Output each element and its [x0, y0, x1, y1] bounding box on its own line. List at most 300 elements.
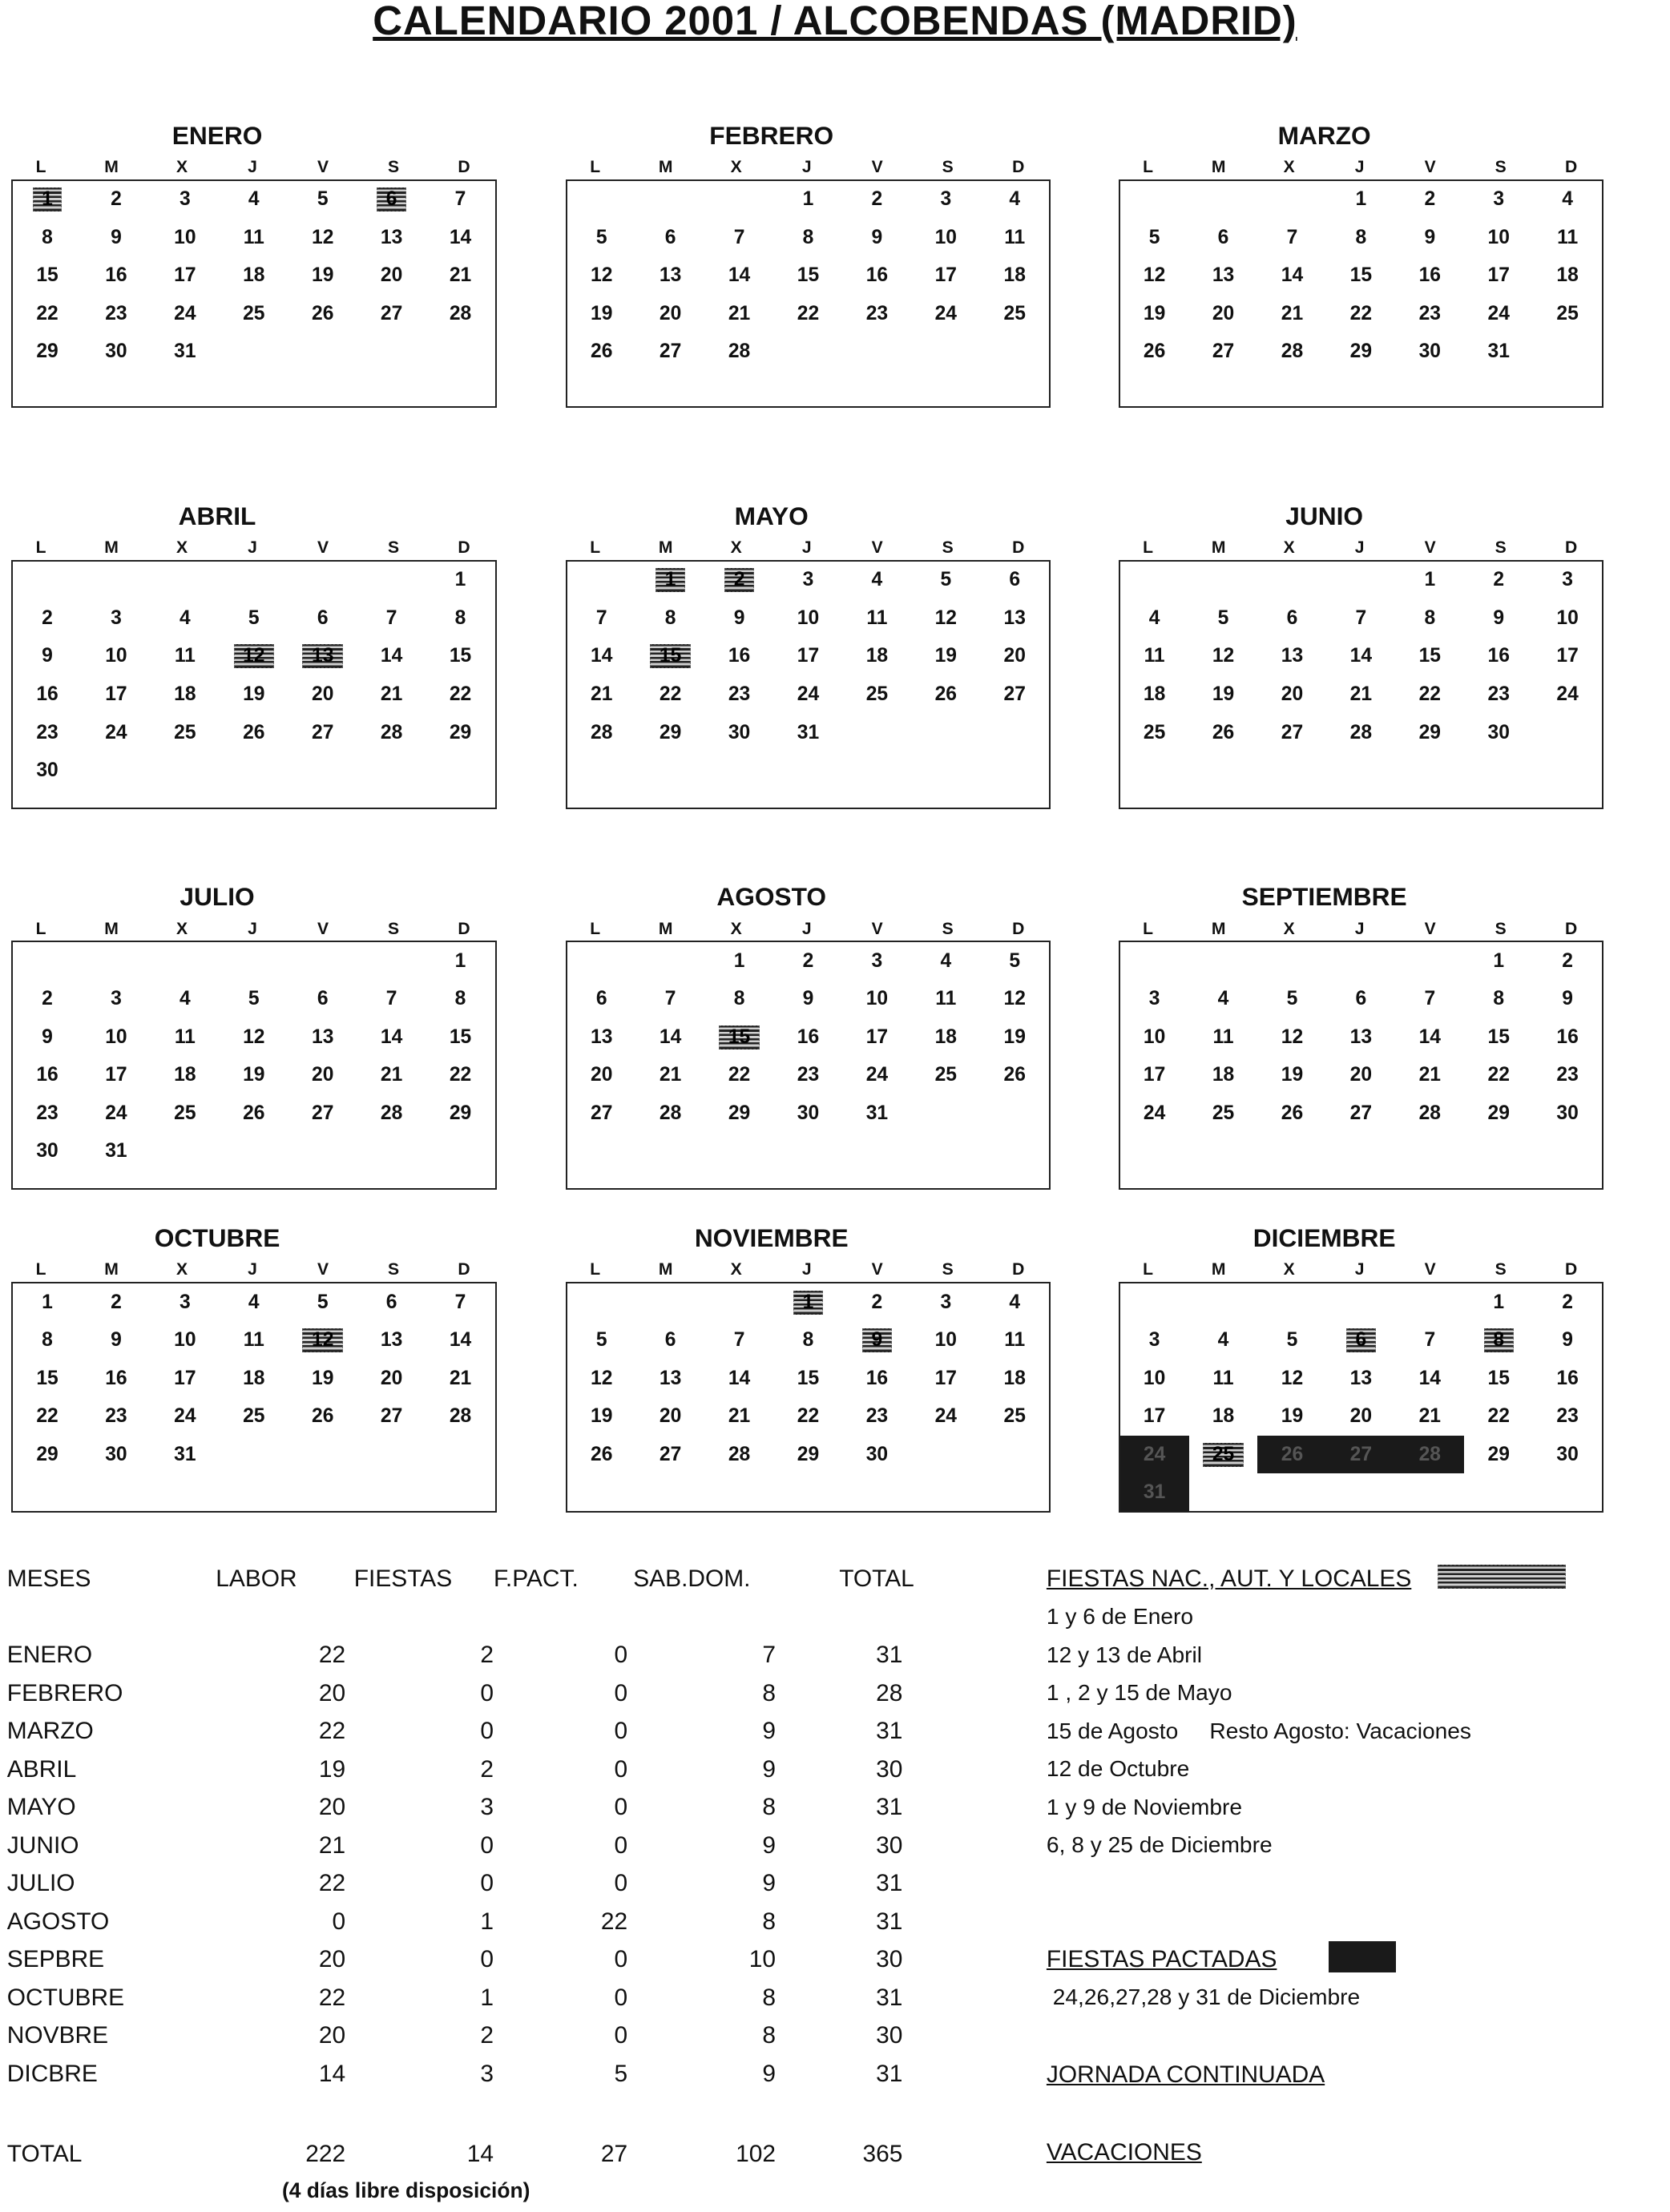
day-cell — [82, 257, 151, 296]
day-number: 11 — [174, 1025, 196, 1048]
day-cell — [774, 638, 843, 676]
day-cell — [1326, 219, 1395, 257]
month-box — [566, 179, 1051, 408]
weekday-label: S — [1495, 538, 1507, 558]
day-number: 5 — [248, 988, 260, 1010]
cell-fpact: 0 — [614, 2022, 628, 2049]
day-cell — [357, 1056, 426, 1094]
day-number: 16 — [1556, 1367, 1579, 1389]
day-number: 20 — [380, 264, 403, 287]
weekday-label: L — [35, 919, 46, 938]
cell-labor: 22 — [318, 1642, 346, 1669]
day-number: 17 — [1487, 264, 1510, 287]
weekday-label: M — [104, 158, 119, 177]
day-number: 9 — [111, 1329, 122, 1352]
day-cell — [705, 295, 774, 333]
day-cell — [220, 295, 288, 333]
day-cell — [980, 1018, 1049, 1057]
day-cell — [1464, 638, 1533, 676]
day-cell — [636, 1094, 705, 1133]
month-box — [11, 1282, 496, 1513]
day-cell — [1464, 980, 1533, 1018]
day-cell — [842, 1094, 911, 1133]
day-cell — [357, 1018, 426, 1057]
month-name: JUNIO — [1285, 501, 1364, 530]
weekday-label: D — [1012, 158, 1025, 177]
day-number: 27 — [659, 340, 682, 363]
day-cell — [842, 257, 911, 296]
day-number: 13 — [302, 644, 342, 668]
empty-day-cell — [13, 942, 82, 981]
day-cell — [1395, 295, 1464, 333]
day-cell — [151, 295, 220, 333]
cell-fiestas: 0 — [480, 1870, 494, 1897]
day-number: 9 — [1562, 988, 1573, 1010]
weekday-label: J — [248, 538, 257, 558]
empty-day-cell — [220, 942, 288, 981]
day-cell — [1395, 1018, 1464, 1057]
fiesta-day-cell — [1464, 1321, 1533, 1360]
empty-day-cell — [705, 181, 774, 220]
day-cell — [1464, 1018, 1533, 1057]
fiesta-day-cell — [13, 181, 82, 220]
weekday-label: X — [730, 919, 742, 938]
day-number: 13 — [659, 264, 682, 287]
day-number: 24 — [105, 721, 127, 743]
day-number: 14 — [380, 1025, 403, 1048]
day-number: 1 — [802, 188, 814, 211]
day-cell — [288, 1094, 357, 1133]
month-box — [1119, 560, 1603, 810]
weekday-label: V — [1424, 919, 1436, 938]
day-number: 8 — [454, 606, 466, 629]
day-cell — [636, 1321, 705, 1360]
cell-sabdom: 9 — [762, 1718, 776, 1745]
day-cell — [774, 675, 843, 714]
day-cell — [357, 714, 426, 752]
day-number: 4 — [248, 188, 260, 211]
day-cell — [911, 1360, 980, 1398]
day-cell — [1120, 1360, 1189, 1398]
day-number: 7 — [1424, 988, 1436, 1010]
day-number: 24 — [934, 1405, 957, 1428]
day-number: 6 — [1355, 988, 1367, 1010]
day-number: 27 — [380, 1405, 403, 1428]
day-cell — [13, 295, 82, 333]
legend-fiestas — [1047, 1560, 1667, 1864]
day-number: 12 — [1281, 1367, 1304, 1389]
day-number: 27 — [659, 1443, 682, 1465]
day-cell — [567, 1436, 636, 1474]
day-cell — [567, 980, 636, 1018]
day-cell — [774, 1094, 843, 1133]
day-number: 9 — [42, 645, 53, 667]
day-number: 15 — [650, 644, 690, 668]
weekday-header — [560, 1260, 1054, 1280]
day-cell — [288, 219, 357, 257]
day-cell — [1464, 1094, 1533, 1133]
table-row — [7, 1905, 966, 1939]
day-cell — [1189, 1094, 1258, 1133]
day-cell — [1464, 1360, 1533, 1398]
cell-fpact: 0 — [614, 1755, 628, 1783]
day-number: 28 — [449, 302, 472, 324]
day-number: 9 — [733, 606, 745, 629]
day-number: 20 — [1349, 1405, 1373, 1428]
pactada-day-cell — [1120, 1473, 1189, 1512]
weekday-label: X — [730, 158, 742, 177]
weekday-label: V — [317, 919, 329, 938]
table-row — [7, 1829, 966, 1863]
day-number: 2 — [1493, 569, 1505, 591]
empty-day-cell — [220, 562, 288, 600]
cell-month: FEBRERO — [6, 1679, 123, 1706]
day-number: 23 — [1556, 1405, 1579, 1428]
day-number: 5 — [595, 226, 607, 248]
day-cell — [1326, 714, 1395, 752]
day-number: 11 — [243, 226, 264, 248]
day-number: 26 — [1143, 340, 1166, 363]
day-cell — [980, 675, 1049, 714]
day-number: 30 — [1556, 1102, 1579, 1124]
day-cell — [1189, 714, 1258, 752]
day-cell — [1533, 675, 1602, 714]
cell-fiestas: 0 — [480, 1679, 494, 1706]
day-number: 27 — [312, 1102, 334, 1124]
weekday-label: V — [871, 538, 883, 558]
day-number: 29 — [1487, 1102, 1510, 1124]
month-name: AGOSTO — [716, 882, 827, 911]
empty-day-cell — [567, 942, 636, 981]
cell-fpact: 0 — [614, 1831, 628, 1859]
day-cell — [1464, 257, 1533, 296]
day-number: 21 — [1349, 683, 1373, 705]
day-number: 11 — [243, 1329, 264, 1352]
day-number: 17 — [105, 683, 127, 705]
day-number: 22 — [36, 1405, 58, 1428]
day-number: 7 — [385, 988, 397, 1010]
day-cell — [151, 1094, 220, 1133]
day-cell — [1120, 295, 1189, 333]
weekday-label: L — [1143, 1260, 1154, 1279]
day-number: 26 — [1003, 1064, 1026, 1086]
day-number: 4 — [1148, 606, 1160, 629]
day-number: 23 — [1556, 1064, 1579, 1086]
day-number: 7 — [385, 606, 397, 629]
day-cell — [151, 333, 220, 372]
legend-pactadas — [1047, 1940, 1667, 2017]
day-cell — [220, 1094, 288, 1133]
day-number: 12 — [302, 1328, 342, 1352]
day-number: 29 — [1349, 340, 1373, 363]
day-cell — [1326, 1056, 1395, 1094]
weekday-label: D — [1012, 1260, 1025, 1279]
day-cell — [13, 257, 82, 296]
day-number: 29 — [797, 1443, 820, 1465]
day-cell — [980, 1321, 1049, 1360]
day-number: 9 — [802, 988, 814, 1010]
day-number: 12 — [934, 606, 957, 629]
day-cell — [151, 1056, 220, 1094]
fiesta-item: 12 de Octubre — [1046, 1756, 1190, 1782]
day-cell — [357, 599, 426, 638]
day-cell — [842, 1056, 911, 1094]
day-cell — [1120, 219, 1189, 257]
day-grid — [13, 181, 494, 372]
table-row — [7, 1981, 966, 2015]
day-number: 15 — [797, 264, 820, 287]
day-number: 19 — [1143, 302, 1166, 324]
day-cell — [288, 980, 357, 1018]
day-number: 8 — [1355, 226, 1367, 248]
empty-day-cell — [1395, 1283, 1464, 1322]
day-cell — [1326, 980, 1395, 1018]
day-cell — [1395, 675, 1464, 714]
day-number: 6 — [317, 988, 329, 1010]
table-header — [7, 1562, 966, 1596]
day-cell — [1395, 638, 1464, 676]
day-cell — [426, 675, 495, 714]
day-number: 19 — [591, 1405, 613, 1428]
day-cell — [980, 1283, 1049, 1322]
header-total: TOTAL — [839, 1565, 914, 1593]
day-number: 23 — [865, 302, 889, 324]
day-number: 29 — [1418, 721, 1441, 743]
day-cell — [567, 638, 636, 676]
day-number: 31 — [797, 721, 820, 743]
cell-fiestas: 3 — [480, 2060, 494, 2087]
day-cell — [636, 1056, 705, 1094]
day-cell — [705, 1094, 774, 1133]
day-number: 19 — [1212, 683, 1235, 705]
weekday-label: D — [1565, 538, 1578, 558]
day-cell — [151, 638, 220, 676]
day-cell — [1120, 714, 1189, 752]
weekday-header — [1113, 920, 1607, 940]
day-number: 29 — [449, 1102, 472, 1124]
total-fpact: 27 — [600, 2141, 628, 2168]
day-cell — [426, 257, 495, 296]
day-cell — [1533, 1056, 1602, 1094]
day-number: 14 — [728, 1367, 751, 1389]
weekday-label: M — [658, 1260, 673, 1279]
day-cell — [357, 219, 426, 257]
day-number: 12 — [591, 264, 613, 287]
day-number: 5 — [248, 606, 260, 629]
weekday-label: X — [1283, 919, 1295, 938]
cell-labor: 0 — [332, 1908, 346, 1935]
day-cell — [980, 1397, 1049, 1436]
cell-month: OCTUBRE — [6, 1984, 125, 2011]
day-number: 15 — [797, 1367, 820, 1389]
day-cell — [82, 675, 151, 714]
day-number: 25 — [1212, 1102, 1235, 1124]
day-number: 4 — [1009, 188, 1021, 211]
weekday-label: M — [1211, 919, 1226, 938]
cell-month: JULIO — [6, 1870, 75, 1897]
day-number: 6 — [385, 1291, 397, 1313]
day-number: 28 — [380, 721, 403, 743]
table-row — [7, 1677, 966, 1710]
cell-fiestas: 0 — [480, 1718, 494, 1745]
weekday-label: V — [1424, 158, 1436, 177]
day-number: 20 — [1281, 683, 1304, 705]
day-number: 4 — [1217, 1329, 1229, 1352]
fiesta-day-cell — [288, 638, 357, 676]
day-number: 13 — [1349, 1367, 1373, 1389]
table-row — [7, 1943, 966, 1976]
day-cell — [567, 714, 636, 752]
day-number: 6 — [664, 1329, 676, 1352]
fiesta-day-cell — [636, 562, 705, 600]
day-number: 6 — [1346, 1328, 1376, 1352]
day-number: 10 — [1143, 1367, 1166, 1389]
day-cell — [911, 1283, 980, 1322]
day-number: 24 — [865, 1064, 889, 1086]
weekday-label: V — [1424, 538, 1436, 558]
day-cell — [426, 1360, 495, 1398]
day-cell — [636, 1360, 705, 1398]
table-row — [7, 2057, 966, 2091]
day-cell — [288, 599, 357, 638]
day-number: 5 — [317, 1291, 329, 1313]
empty-day-cell — [288, 562, 357, 600]
day-number: 27 — [312, 721, 334, 743]
legend-fiestas-title: FIESTAS NAC., AUT. Y LOCALES — [1046, 1565, 1412, 1592]
day-cell — [82, 1132, 151, 1170]
day-number: 30 — [105, 340, 127, 363]
day-cell — [1189, 257, 1258, 296]
day-cell — [220, 599, 288, 638]
fiesta-item: 1 , 2 y 15 de Mayo — [1046, 1680, 1232, 1706]
day-number: 12 — [234, 644, 274, 668]
day-cell — [1326, 257, 1395, 296]
day-cell — [705, 1360, 774, 1398]
day-number: 22 — [1418, 683, 1441, 705]
weekday-label: J — [1354, 1260, 1365, 1279]
empty-day-cell — [1257, 1283, 1326, 1322]
day-number: 28 — [591, 721, 613, 743]
weekday-label: L — [590, 1260, 601, 1279]
day-number: 7 — [664, 988, 676, 1010]
day-number: 27 — [1349, 1443, 1373, 1465]
day-cell — [357, 638, 426, 676]
day-cell — [774, 1397, 843, 1436]
day-number: 27 — [1349, 1102, 1373, 1124]
pactada-item: 24,26,27,28 y 31 de Diciembre — [1046, 1984, 1361, 2010]
day-cell — [288, 675, 357, 714]
day-number: 16 — [1556, 1025, 1579, 1048]
day-number: 26 — [1281, 1102, 1304, 1124]
day-cell — [426, 1283, 495, 1322]
day-cell — [13, 1283, 82, 1322]
day-cell — [13, 599, 82, 638]
day-cell — [426, 638, 495, 676]
day-number: 15 — [36, 264, 58, 287]
day-grid — [1120, 1283, 1602, 1512]
day-number: 5 — [1286, 1329, 1298, 1352]
day-cell — [1257, 295, 1326, 333]
day-cell — [82, 1056, 151, 1094]
day-number: 26 — [1281, 1443, 1304, 1465]
weekday-label: L — [1143, 158, 1154, 177]
day-cell — [1326, 1397, 1395, 1436]
day-number: 2 — [111, 1291, 122, 1313]
fiesta-day-cell — [1189, 1436, 1258, 1474]
day-cell — [705, 942, 774, 981]
day-number: 8 — [454, 988, 466, 1010]
day-cell — [705, 1321, 774, 1360]
cell-month: NOVBRE — [6, 2022, 109, 2049]
day-number: 14 — [449, 226, 472, 248]
cell-fiestas: 1 — [480, 1908, 494, 1935]
day-cell — [774, 219, 843, 257]
day-cell — [1326, 295, 1395, 333]
day-cell — [911, 1397, 980, 1436]
day-cell — [288, 1360, 357, 1398]
weekday-label: S — [387, 158, 400, 177]
day-number: 6 — [1286, 606, 1298, 629]
month-name: MAYO — [734, 501, 809, 530]
day-number: 21 — [1281, 302, 1304, 324]
day-number: 4 — [1562, 188, 1573, 211]
weekday-label: M — [1211, 1260, 1226, 1279]
day-number: 22 — [36, 302, 58, 324]
day-cell — [151, 1283, 220, 1322]
day-cell — [705, 599, 774, 638]
day-cell — [1120, 675, 1189, 714]
day-number: 12 — [1281, 1025, 1304, 1048]
empty-day-cell — [1189, 181, 1258, 220]
day-number: 3 — [1148, 1329, 1160, 1352]
day-cell — [1533, 257, 1602, 296]
day-cell — [151, 219, 220, 257]
day-number: 10 — [797, 606, 820, 629]
cell-fiestas: 2 — [480, 1755, 494, 1783]
day-number: 21 — [659, 1064, 682, 1086]
cell-month: AGOSTO — [6, 1908, 110, 1935]
day-number: 5 — [1009, 949, 1021, 972]
day-number: 29 — [36, 1443, 58, 1465]
cell-total: 30 — [876, 1755, 903, 1783]
empty-day-cell — [357, 942, 426, 981]
day-number: 27 — [1003, 683, 1026, 705]
day-number: 10 — [105, 1025, 127, 1048]
weekday-label: S — [942, 538, 954, 558]
day-number: 28 — [728, 340, 751, 363]
day-number: 10 — [105, 645, 127, 667]
month-box — [1119, 941, 1603, 1191]
cell-month: JUNIO — [6, 1831, 79, 1859]
day-cell — [1326, 675, 1395, 714]
empty-day-cell — [1257, 942, 1326, 981]
day-number: 17 — [934, 1367, 957, 1389]
day-cell — [842, 219, 911, 257]
cell-labor: 20 — [318, 1946, 346, 1973]
day-cell — [357, 980, 426, 1018]
day-cell — [567, 1018, 636, 1057]
day-cell — [13, 714, 82, 752]
cell-total: 30 — [876, 1946, 903, 1973]
day-cell — [911, 599, 980, 638]
day-number: 4 — [871, 569, 883, 591]
day-number: 1 — [1424, 569, 1436, 591]
day-cell — [1257, 638, 1326, 676]
day-number: 23 — [105, 302, 127, 324]
day-grid — [1120, 181, 1602, 372]
day-cell — [567, 1056, 636, 1094]
weekday-label: X — [175, 158, 188, 177]
